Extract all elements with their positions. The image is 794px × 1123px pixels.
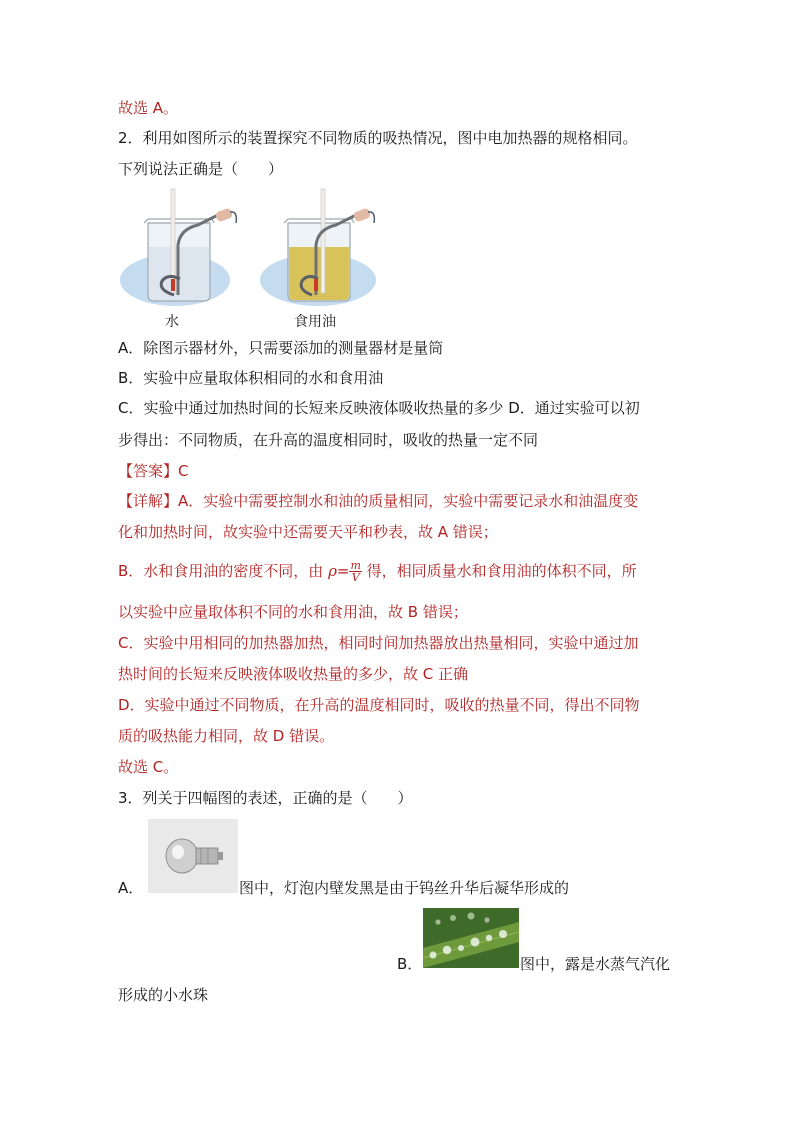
dew-leaf-image — [423, 908, 519, 968]
detail-line-3-pre: B．水和食用油的密度不同，由 — [118, 562, 329, 580]
leaf-icon — [423, 908, 519, 968]
question-3-option-b-text-2: 形成的小水珠 — [118, 986, 209, 1004]
question-3-option-a-label: A． — [118, 879, 144, 897]
question-2-stem-2: 下列说法正确是（ ） — [118, 160, 284, 178]
question-3-stem: 3．列关于四幅图的表述，正确的是（ ） — [118, 789, 413, 807]
detail-line-5: C．实验中用相同的加热器加热，相同时间加热器放出热量相同，实验中通过加 — [118, 634, 639, 652]
rho-symbol: ρ — [328, 562, 337, 580]
detail-line-7: D．实验中通过不同物质，在升高的温度相同时，吸收的热量不同，得出不同物 — [118, 696, 640, 714]
detail-line-4: 以实验中应量取体积不同的水和食用油，故 B 错误； — [118, 603, 468, 621]
fraction-numerator: m — [350, 559, 361, 572]
water-label: 水 — [165, 314, 179, 330]
option-b: B．实验中应量取体积相同的水和食用油 — [118, 369, 384, 387]
question-3-option-b-label: B． — [397, 955, 423, 973]
option-d-continued: 步得出：不同物质，在升高的温度相同时，吸收的热量一定不同 — [118, 431, 539, 449]
bulb-icon — [148, 819, 238, 893]
detail-line-6: 热时间的长短来反映液体吸收热量的多少，故 C 正确 — [118, 665, 469, 683]
question-3-option-b-text: 图中，露是水蒸气汽化 — [520, 955, 671, 973]
answer-line: 【答案】C — [118, 462, 189, 480]
conclusion-line-1: 故选 A。 — [118, 99, 179, 117]
detail-line-2: 化和加热时间，故实验中还需要天平和秒表，故 A 错误； — [118, 523, 498, 541]
detail-line-8: 质的吸热能力相同，故 D 错误。 — [118, 727, 335, 745]
detail-line-3 — [118, 560, 637, 583]
beaker-figure — [118, 185, 418, 335]
bulb-image — [148, 819, 238, 893]
density-fraction — [349, 560, 361, 583]
detail-line-1: 【详解】A．实验中需要控制水和油的质量相同，实验中需要记录水和油温度变 — [118, 492, 639, 510]
beakers-illustration — [118, 185, 418, 335]
option-c-d: C．实验中通过加热时间的长短来反映液体吸收热量的多少 D．通过实验可以初 — [118, 399, 640, 417]
equals-sign: = — [336, 562, 350, 580]
question-2-stem: 2．利用如图所示的装置探究不同物质的吸热情况，图中电加热器的规格相同。 — [118, 129, 638, 147]
oil-label: 食用油 — [294, 314, 336, 330]
question-3-option-a-text: 图中，灯泡内壁发黑是由于钨丝升华后凝华形成的 — [239, 879, 570, 897]
conclusion-line-2: 故选 C。 — [118, 758, 179, 776]
option-a: A．除图示器材外，只需要添加的测量器材是量筒 — [118, 339, 444, 357]
detail-line-3-post: 得，相同质量水和食用油的体积不同，所 — [361, 562, 637, 580]
fraction-denominator: V — [351, 571, 360, 584]
